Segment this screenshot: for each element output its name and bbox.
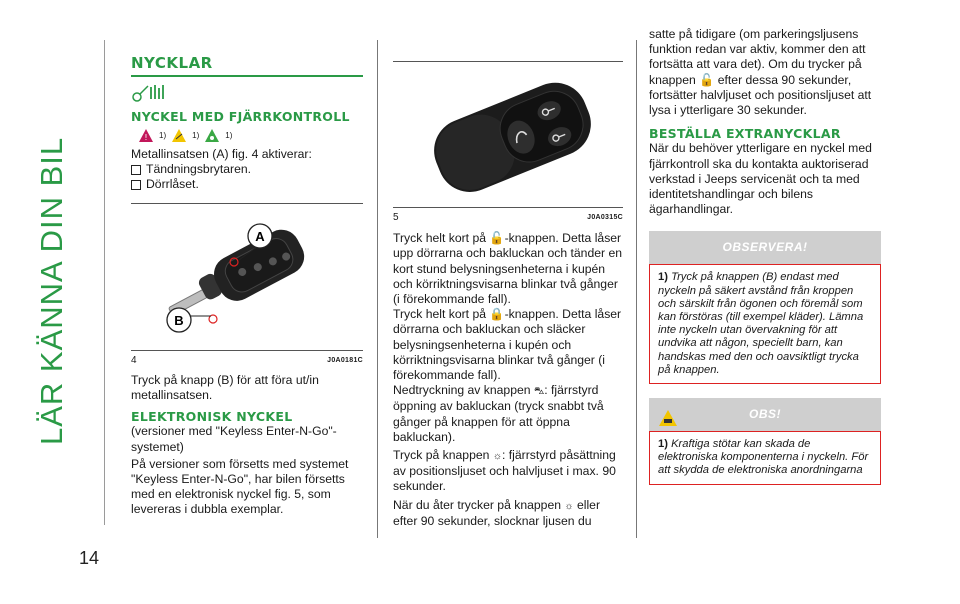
list-item-text: Dörrlåset.	[146, 177, 199, 192]
paragraph: (versioner med "Keyless Enter-N-Go"-systemet)	[131, 424, 337, 454]
title-rule	[131, 75, 363, 77]
paragraph-text: När du åter trycker på knappen	[393, 497, 562, 512]
ref-label: 1)	[192, 131, 200, 141]
ref-label: 1)	[159, 131, 167, 141]
paragraph-text: -knappen. Detta låser dörrarna och bakluckan och släcker belysningsenheterna i kupén och körriktningsvisarna blinkar två gånger (i förekommande fall).	[393, 307, 622, 383]
subsection-title: ELEKTRONISK NYCKEL	[131, 409, 293, 425]
intro-text: Metallinsatsen (A) fig. 4 aktiverar:	[131, 146, 312, 161]
danger-triangle-icon	[139, 129, 153, 142]
paragraph-text: -knappen. Detta låser upp dörrarna och bakluckan och tänder en kort stund belysningsenheterna i kupén och körriktningsvisarna blinkar två gånger (i förekommande fall).	[393, 231, 623, 307]
column-separator	[377, 40, 378, 538]
column-3	[649, 27, 881, 485]
caution-triangle-icon	[172, 129, 186, 142]
column-1	[131, 56, 363, 518]
subsection-title: BESTÄLLA EXTRANYCKLAR	[649, 126, 841, 142]
side-divider	[104, 40, 105, 525]
tailgate-icon: ⛍	[533, 386, 545, 398]
warning-icons-row	[139, 128, 363, 144]
lock-icon: 🔒	[489, 307, 505, 322]
label-b: B	[174, 312, 184, 328]
ref-label: 1)	[225, 131, 233, 141]
list-item-text: Tändningsbrytaren.	[146, 162, 252, 177]
figure-5	[393, 62, 623, 207]
headlight-icon: ☼	[564, 500, 574, 512]
subsection-title: NYCKEL MED FJÄRRKONTROLL	[131, 108, 350, 124]
figure-code: J0A0181C	[327, 356, 363, 364]
column-2	[393, 61, 623, 529]
headlight-icon: ☼	[492, 451, 502, 463]
paragraph: När du behöver ytterligare en nyckel med fjärrkontroll ska du kontakta auktoriserad verkstad i Jeeps servicenät och ta med identitetshandlingar och bilens ägarhandlingar.	[649, 141, 872, 217]
figure-caption	[393, 210, 623, 225]
section-title: NYCKLAR	[131, 54, 213, 72]
note-number: 1)	[658, 438, 668, 451]
paragraph	[393, 498, 623, 529]
warning-header	[649, 231, 881, 264]
car-caution-icon	[659, 406, 677, 439]
paragraph-text: Tryck på knappen	[393, 448, 490, 463]
checkbox-square-icon	[131, 180, 141, 190]
unlock-icon: 🔓	[699, 72, 715, 87]
note-title: OBS!	[749, 407, 781, 422]
list-item	[131, 162, 363, 177]
environment-triangle-icon	[205, 129, 219, 142]
figure-number: 5	[393, 212, 399, 223]
flip-key-illustration	[131, 204, 363, 350]
figure-bottom-rule	[393, 207, 623, 208]
paragraph: På versioner som försetts med systemet "Keyless Enter-N-Go", har bilen försetts med en elektronisk nyckel fig. 5, som levereras i dubbla exemplar.	[131, 456, 349, 517]
warning-box	[649, 231, 881, 384]
paragraph-text: : fjärrstyrd påsättning av positionsljuset och halvljuset i max. 90 sekunder.	[393, 448, 616, 494]
figure-4	[131, 204, 363, 350]
warning-number: 1)	[658, 271, 668, 284]
note-header	[649, 398, 881, 431]
paragraph	[393, 383, 623, 445]
paragraph-text: eller efter 90 sekunder, slocknar ljusen du	[393, 497, 600, 528]
list-item	[131, 177, 363, 192]
paragraph-text: Tryck helt kort på	[393, 307, 487, 322]
paragraph-text: satte på tidigare (om parkeringsljusens funktion redan var aktiv, kommer den att fortsätta att vara det). Om du trycker på knappen	[649, 27, 866, 87]
paragraph-text: Tryck helt kort på	[393, 231, 487, 246]
note-body	[649, 431, 881, 485]
warning-body	[649, 264, 881, 384]
note-text: Kraftiga stötar kan skada de elektroniska komponenterna i nyckeln. För att skydda de elektroniska anordningarna	[658, 438, 869, 477]
warning-text: Tryck på knappen (B) endast med nyckeln på säkert avstånd från kroppen och särskilt från ögonen och föremål som kan förstöras (till exempel kläder). Lämna inte nyckeln utan övervakning för att undvika att någon, speciellt barn, kan handskas med den och oavsiktligt trycka på knappen.	[658, 271, 864, 376]
paragraph	[393, 307, 623, 383]
warning-title: OBSERVERA!	[722, 240, 808, 255]
paragraph-text: Nedtryckning av knappen	[393, 383, 531, 398]
figure-caption	[131, 353, 363, 368]
key-symbol-icon	[131, 83, 363, 103]
paragraph	[393, 231, 623, 307]
checkbox-square-icon	[131, 165, 141, 175]
chapter-side-title: LÄR KÄNNA DIN BIL	[34, 136, 69, 445]
paragraph: Tryck på knapp (B) för att föra ut/in metallinsatsen.	[131, 372, 319, 402]
unlock-icon: 🔓	[489, 231, 505, 246]
column-separator	[636, 40, 637, 538]
label-a: A	[255, 228, 265, 244]
paragraph-text: efter dessa 90 sekunder, fortsätter halvljuset och positionsljuset att lysa i ytterligare 30 sekunder.	[649, 72, 872, 118]
paragraph	[393, 448, 623, 495]
figure-code: J0A0315C	[587, 214, 623, 221]
keyless-fob-illustration	[393, 62, 623, 207]
svg-text:!: !	[144, 133, 148, 143]
figure-number: 4	[131, 354, 137, 366]
paragraph	[649, 27, 881, 118]
paragraph-text: : fjärrstyrd öppning av bakluckan (tryck snabbt två gånger på knappen för att öppna bakluckan).	[393, 383, 604, 444]
note-box	[649, 398, 881, 485]
page-number: 14	[79, 548, 100, 568]
